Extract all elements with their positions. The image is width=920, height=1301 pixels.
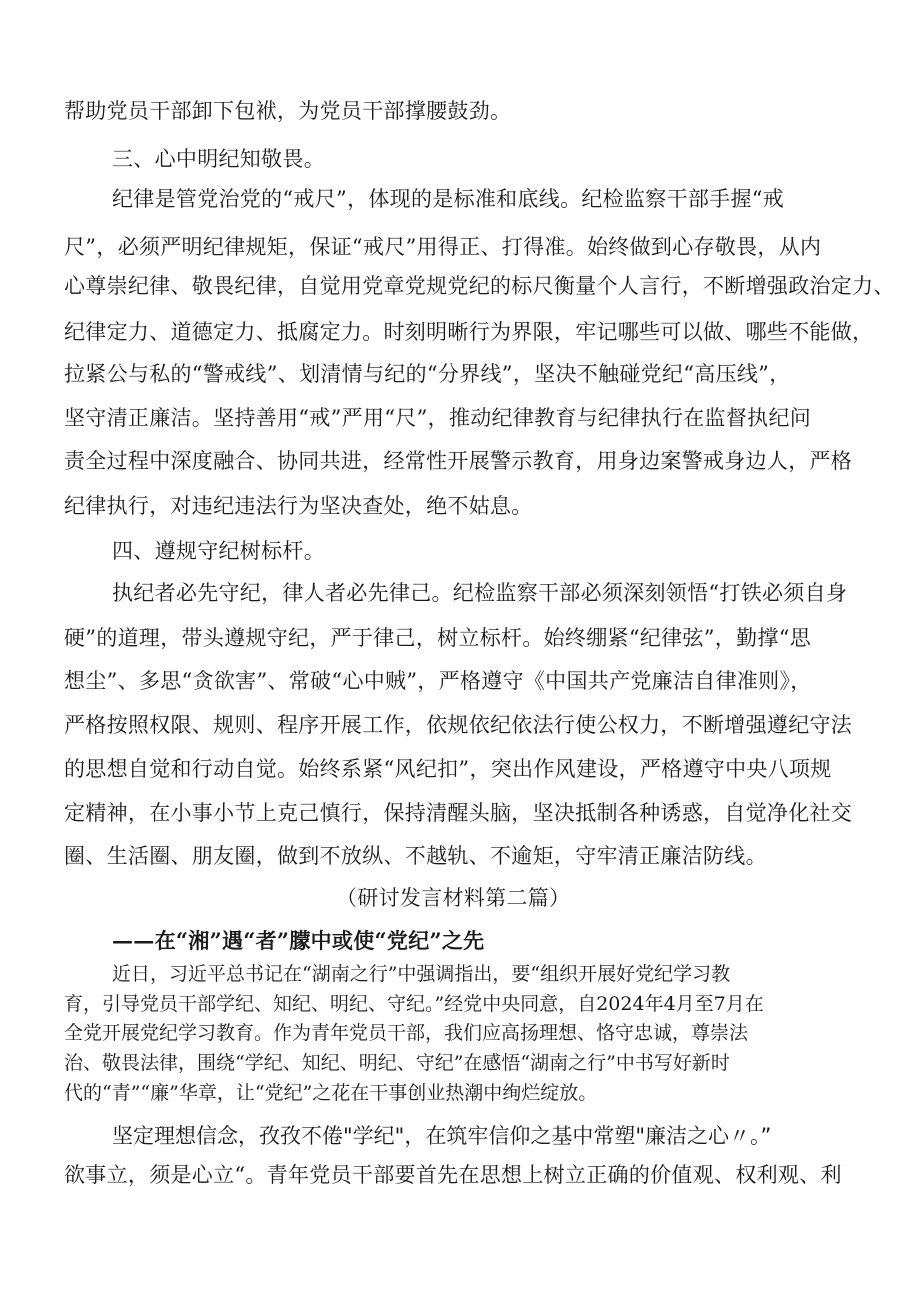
text-line: 心尊崇纪律、敬畏纪律，自觉用党章党规党纪的标尺衡量个人言行，不断增强政治定力、 — [64, 274, 895, 298]
text-line: 硬”的道理，带头遵规守纪，严于律己，树立标杆。始终绷紧“纪律弦”，勤撑“思 — [64, 626, 812, 650]
text-line: 纪律执行，对违纪违法行为坚决查处，绝不姑息。 — [64, 494, 533, 518]
article-title: （研讨发言材料第二篇） — [336, 886, 571, 910]
text-line: 定精神，在小事小节上克己慎行，保持清醒头脑，坚决抵制各种诱惑，自觉净化社交 — [64, 801, 853, 825]
text-line: 欲事立，须是心立“。青年党员干部要首先在思想上树立正确的价值观、权利观、利 — [64, 1163, 842, 1187]
section-heading: 三、心中明纪知敬畏。 — [112, 147, 325, 171]
text-line: 纪律是管党治党的“戒尺”，体现的是标准和底线。纪检监察干部手握“戒 — [112, 187, 785, 211]
article-subtitle: ——在“湘”遇“者”朦中或使“党纪”之先 — [112, 928, 485, 953]
text-line: 执纪者必先守纪，律人者必先律己。纪检监察干部必须深刻领悟“打铁必须自身 — [112, 581, 848, 605]
text-line: 责全过程中深度融合、协同共进，经常性开展警示教育，用身边案警戒身边人，严格 — [64, 449, 853, 473]
text-line: 育，引导党员干部学纪、知纪、明纪、守纪。”经党中央同意，自2024年4月至7月在 — [64, 993, 764, 1015]
text-line: 代的“青”“廉”华章，让“党纪”之花在干事创业热潮中绚烂绽放。 — [64, 1082, 598, 1104]
text-line: 坚守清正廉洁。坚持善用“戒”严用“尺”，推动纪律教育与纪律执行在监督执纪问 — [64, 406, 812, 430]
text-line: 尺”，必须严明纪律规矩，保证“戒尺”用得正、打得准。始终做到心存敬畏，从内 — [64, 235, 822, 259]
text-line: 全党开展党纪学习教育。作为青年党员干部，我们应高扬理想、恪守忠诚，尊崇法 — [64, 1022, 749, 1044]
section-heading: 四、遵规守纪树标杆。 — [112, 539, 325, 563]
text-line: 想尘”、多思“贪欲害”、常破“心中贼”，严格遵守《中国共产党廉洁自律准则》， — [64, 669, 812, 693]
text-line: 治、敬畏法律，围绕“学纪、知纪、明纪、守纪”在感悟“湖南之行”中书写好新时 — [64, 1052, 730, 1074]
text-line: 的思想自觉和行动自觉。始终系紧“风纪扣”，突出作风建设，严格遵守中央八项规 — [64, 757, 832, 781]
text-line: 拉紧公与私的“警戒线”、划清情与纪的“分界线”，坚决不触碰党纪“高压线”， — [64, 362, 791, 386]
text-line: 近日，习近平总书记在“湖南之行”中强调指出，要“组织开展好党纪学习教 — [112, 963, 731, 985]
section-heading: 坚定理想信念，孜孜不倦"学纪"，在筑牢信仰之基中常塑"廉洁之心〃。” — [112, 1124, 772, 1148]
text-line: 帮助党员干部卸下包袱，为党员干部撑腰鼓劲。 — [64, 99, 512, 123]
text-line: 圈、生活圈、朋友圈，做到不放纵、不越轨、不逾矩，守牢清正廉洁防线。 — [64, 844, 767, 868]
text-line: 严格按照权限、规则、程序开展工作，依规依纪依法行使公权力，不断增强遵纪守法 — [64, 713, 853, 737]
text-line: 纪律定力、道德定力、抵腐定力。时刻明晰行为界限，牢记哪些可以做、哪些不能做， — [64, 320, 874, 344]
